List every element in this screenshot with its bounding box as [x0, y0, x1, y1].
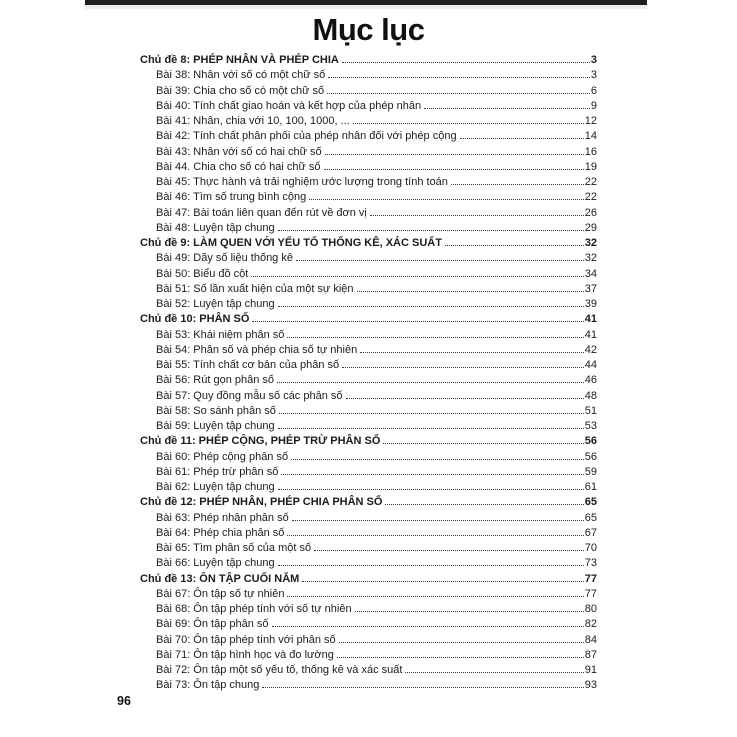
toc-entry-lesson [140, 282, 597, 297]
toc-entry-lesson [140, 556, 597, 571]
toc-entry-page: 29 [584, 221, 597, 234]
toc-entry-page: 65 [584, 496, 597, 509]
toc-list [140, 53, 597, 694]
toc-entry-lesson [140, 99, 597, 114]
toc-entry-page: 93 [584, 679, 597, 692]
toc-entry-label: Bài 55: Tính chất cơ bản của phân số [156, 359, 340, 371]
toc-entry-page: 48 [584, 389, 597, 402]
toc-entry-page: 80 [584, 603, 597, 615]
toc-entry-label: Bài 59: Luyện tập chung [156, 420, 275, 432]
dot-leader [281, 474, 583, 475]
toc-entry-label: Bài 53: Khái niệm phân số [156, 328, 285, 341]
dot-leader [370, 215, 584, 216]
toc-entry-label: Bài 68: Ôn tập phép tính với số tự nhiên [156, 603, 352, 615]
toc-entry-label: Bài 39: Chia cho số có một chữ số [156, 84, 325, 97]
toc-entry-label: Bài 45: Thực hành và trải nghiệm ước lượng trong tính toán [156, 176, 448, 188]
toc-entry-page: 12 [584, 115, 597, 127]
toc-entry-lesson [140, 602, 597, 617]
dot-leader [424, 108, 590, 109]
toc-entry-label: Bài 69: Ôn tập phân số [156, 618, 269, 631]
toc-entry-page: 91 [584, 664, 597, 676]
dot-leader [451, 184, 584, 185]
toc-entry-page: 65 [584, 511, 597, 524]
toc-entry-lesson [140, 404, 597, 419]
toc-entry-label: Bài 72: Ôn tập một số yếu tố, thống kê và xác suất [156, 664, 403, 676]
toc-entry-page: 46 [584, 374, 597, 387]
dot-leader [291, 459, 584, 460]
dot-leader [292, 520, 584, 521]
toc-entry-label: Bài 66: Luyện tập chung [156, 557, 275, 570]
toc-entry-label: Chủ đề 9: LÀM QUEN VỚI YẾU TỐ THỐNG KÊ, XÁC SUẤT [140, 237, 442, 249]
toc-entry-page: 22 [584, 191, 597, 204]
dot-leader [279, 413, 584, 414]
toc-entry-chapter [140, 312, 597, 327]
toc-entry-label: Chủ đề 11: PHÉP CỘNG, PHÉP TRỪ PHÂN SỐ [140, 435, 381, 448]
page-title: Mục lục [312, 12, 425, 47]
toc-entry-label: Bài 42: Tính chất phân phối của phép nhân đối với phép cộng [156, 130, 457, 143]
toc-entry-lesson [140, 358, 597, 373]
toc-entry-label: Bài 57: Quy đồng mẫu số các phân số [156, 389, 343, 402]
toc-entry-chapter [140, 495, 597, 510]
toc-entry-label: Bài 50: Biểu đồ cột [156, 267, 249, 280]
toc-entry-label: Bài 63: Phép nhân phân số [156, 511, 289, 524]
toc-entry-page: 34 [584, 267, 597, 280]
toc-entry-label: Bài 67: Ôn tập số tự nhiên [156, 587, 285, 600]
dot-leader [325, 154, 584, 155]
toc-entry-page: 14 [584, 130, 597, 143]
toc-entry-label: Bài 58: So sánh phân số [156, 404, 276, 417]
toc-entry-label: Chủ đề 13: ÔN TẬP CUỐI NĂM [140, 572, 300, 585]
toc-entry-label: Bài 49: Dãy số liệu thống kê [156, 252, 293, 265]
toc-entry-chapter [140, 53, 597, 68]
toc-entry-label: Bài 62: Luyện tập chung [156, 481, 275, 493]
dot-leader [296, 260, 584, 261]
toc-entry-lesson [140, 389, 597, 404]
dot-leader [360, 352, 584, 353]
toc-entry-lesson [140, 190, 597, 205]
page-top-edge-highlight [85, 5, 647, 9]
toc-entry-page: 41 [584, 313, 597, 326]
dot-leader [262, 687, 583, 688]
toc-entry-page: 61 [584, 481, 597, 493]
toc-entry-lesson [140, 267, 597, 282]
toc-entry-lesson [140, 678, 597, 693]
toc-entry-lesson [140, 343, 597, 358]
toc-entry-label: Chủ đề 10: PHÂN SỐ [140, 313, 250, 326]
toc-entry-lesson [140, 587, 597, 602]
toc-entry-page: 32 [584, 237, 597, 249]
toc-entry-label: Bài 46: Tìm số trung bình cộng [156, 191, 307, 204]
dot-leader [324, 169, 584, 170]
toc-entry-lesson [140, 450, 597, 465]
toc-entry-lesson [140, 68, 597, 83]
dot-leader [346, 398, 584, 399]
toc-entry-lesson [140, 511, 597, 526]
dot-leader [278, 489, 584, 490]
toc-entry-lesson [140, 206, 597, 221]
toc-entry-page: 42 [584, 343, 597, 356]
dot-leader [277, 382, 584, 383]
dot-leader [309, 199, 584, 200]
toc-entry-label: Bài 43: Nhân với số có hai chữ số [156, 145, 322, 158]
footer-page-number: 96 [117, 694, 131, 708]
dot-leader [337, 657, 584, 658]
toc-entry-label: Bài 54: Phân số và phép chia số tự nhiên [156, 343, 358, 356]
toc-entry-lesson [140, 648, 597, 663]
dot-leader [342, 367, 584, 368]
dot-leader [353, 123, 584, 124]
toc-entry-page: 44 [584, 359, 597, 371]
toc-entry-page: 67 [584, 526, 597, 539]
toc-entry-page: 77 [584, 587, 597, 600]
toc-entry-lesson [140, 297, 597, 312]
toc-entry-label: Bài 38: Nhân với số có một chữ số [156, 69, 326, 82]
toc-entry-page: 32 [584, 252, 597, 265]
toc-entry-label: Bài 71: Ôn tập hình học và đo lường [156, 648, 334, 661]
toc-entry-lesson [140, 663, 597, 678]
dot-leader [287, 535, 583, 536]
toc-entry-lesson [140, 84, 597, 99]
dot-leader [327, 93, 590, 94]
dot-leader [251, 276, 583, 277]
toc-entry-chapter [140, 572, 597, 587]
dot-leader [302, 581, 583, 582]
toc-entry-page: 41 [584, 328, 597, 341]
toc-entry-lesson [140, 251, 597, 266]
toc-entry-page: 56 [584, 435, 597, 448]
dot-leader [328, 77, 590, 78]
dot-leader [385, 504, 583, 505]
toc-entry-lesson [140, 175, 597, 190]
toc-entry-page: 3 [590, 69, 597, 82]
toc-entry-page: 37 [584, 282, 597, 295]
toc-entry-label: Chủ đề 8: PHÉP NHÂN VÀ PHÉP CHIA [140, 54, 339, 66]
dot-leader [287, 596, 583, 597]
toc-entry-lesson [140, 480, 597, 495]
toc-entry-label: Bài 64: Phép chia phân số [156, 526, 285, 539]
toc-entry-page: 84 [584, 633, 597, 646]
toc-entry-lesson [140, 526, 597, 541]
dot-leader [342, 62, 590, 63]
dot-leader [339, 642, 584, 643]
toc-entry-label: Bài 51: Số lần xuất hiện của một sự kiện [156, 282, 354, 295]
toc-entry-label: Bài 47: Bài toán liên quan đến rút về đơn vị [156, 206, 367, 219]
toc-entry-page: 56 [584, 450, 597, 463]
toc-entry-chapter [140, 236, 597, 251]
toc-entry-label: Bài 61: Phép trừ phân số [156, 465, 279, 478]
dot-leader [383, 443, 583, 444]
toc-entry-lesson [140, 160, 597, 175]
toc-entry-label: Bài 65: Tìm phân số của một số [156, 542, 312, 554]
toc-entry-page: 16 [584, 145, 597, 158]
toc-entry-lesson [140, 617, 597, 632]
toc-entry-page: 87 [584, 648, 597, 661]
toc-entry-page: 39 [584, 298, 597, 310]
dot-leader [278, 565, 584, 566]
dot-leader [445, 245, 584, 246]
toc-entry-label: Bài 52: Luyện tập chung [156, 298, 275, 310]
toc-entry-lesson [140, 373, 597, 388]
dot-leader [355, 611, 584, 612]
toc-entry-label: Bài 40: Tính chất giao hoán và kết hợp của phép nhân [156, 99, 422, 112]
toc-entry-page: 73 [584, 557, 597, 570]
toc-entry-lesson [140, 328, 597, 343]
dot-leader [278, 428, 584, 429]
toc-entry-page: 82 [584, 618, 597, 631]
toc-entry-page: 19 [584, 160, 597, 173]
toc-entry-lesson [140, 145, 597, 160]
toc-entry-label: Bài 41: Nhân, chia với 10, 100, 1000, ... [156, 115, 350, 127]
dot-leader [278, 306, 584, 307]
dot-leader [460, 138, 584, 139]
toc-entry-page: 53 [584, 420, 597, 432]
dot-leader [272, 626, 584, 627]
toc-entry-page: 70 [584, 542, 597, 554]
dot-leader [252, 321, 583, 322]
toc-entry-page: 77 [584, 572, 597, 585]
dot-leader [314, 550, 584, 551]
toc-entry-lesson [140, 465, 597, 480]
dot-leader [278, 230, 584, 231]
toc-entry-label: Bài 56: Rút gọn phân số [156, 374, 275, 387]
toc-entry-lesson [140, 541, 597, 556]
dot-leader [357, 291, 584, 292]
toc-entry-page: 22 [584, 176, 597, 188]
toc-entry-page: 51 [584, 404, 597, 417]
toc-entry-label: Bài 73: Ôn tập chung [156, 679, 260, 692]
toc-entry-lesson [140, 129, 597, 144]
toc-entry-lesson [140, 114, 597, 129]
toc-entry-page: 3 [590, 54, 597, 66]
toc-entry-label: Bài 70: Ôn tập phép tính với phân số [156, 633, 336, 646]
toc-entry-page: 26 [584, 206, 597, 219]
toc-entry-label: Bài 48: Luyện tập chung [156, 221, 275, 234]
dot-leader [405, 672, 583, 673]
toc-entry-lesson [140, 419, 597, 434]
toc-entry-chapter [140, 434, 597, 449]
toc-entry-page: 6 [590, 84, 597, 97]
toc-entry-lesson [140, 633, 597, 648]
toc-entry-page: 9 [590, 99, 597, 112]
dot-leader [287, 337, 583, 338]
toc-entry-label: Chủ đề 12: PHÉP NHÂN, PHÉP CHIA PHÂN SỐ [140, 496, 383, 509]
toc-entry-page: 59 [584, 465, 597, 478]
toc-entry-label: Bài 60: Phép cộng phân số [156, 450, 289, 463]
toc-entry-lesson [140, 221, 597, 236]
toc-entry-label: Bài 44. Chia cho số có hai chữ số [156, 160, 321, 173]
